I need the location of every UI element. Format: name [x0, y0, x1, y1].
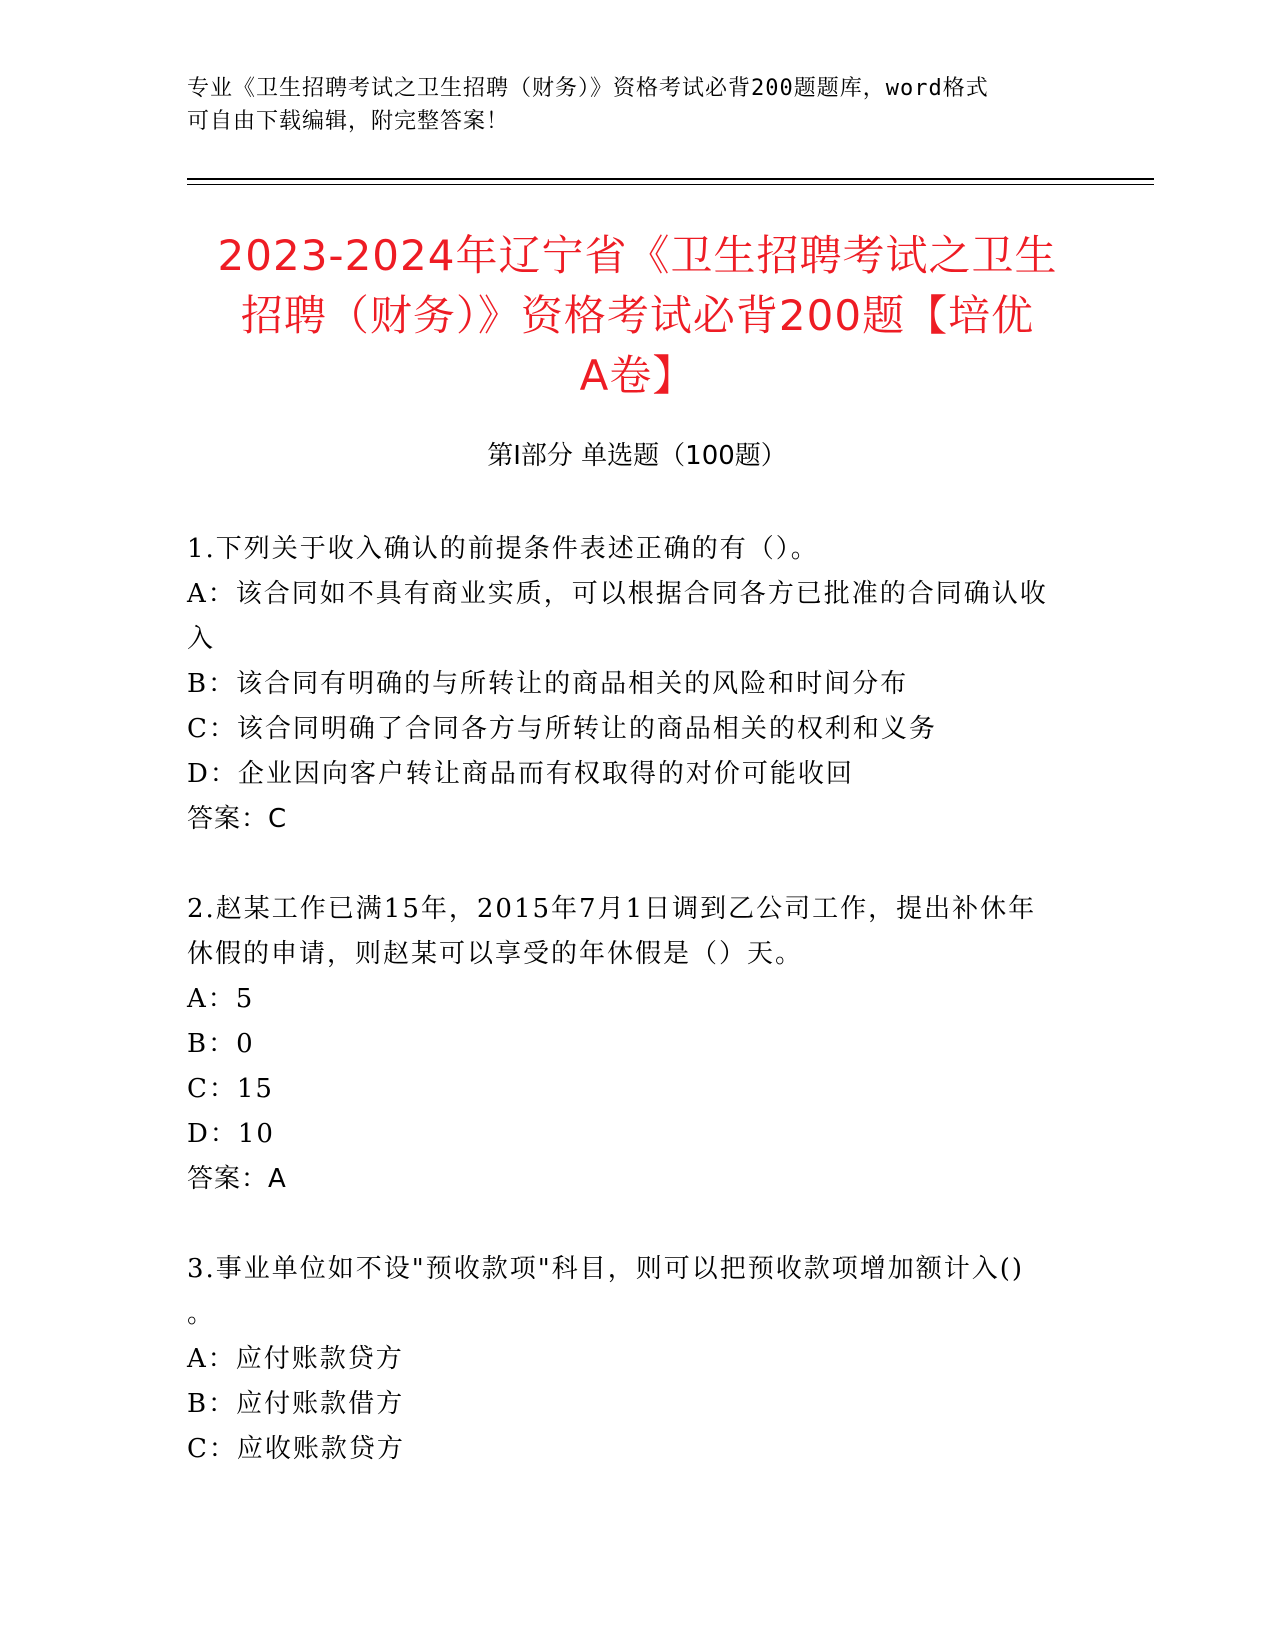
document-title-line-2: 招聘（财务）》资格考试必背200题【培优: [240, 291, 1035, 340]
option-a: [187, 572, 1092, 662]
question-1: [187, 527, 1092, 842]
answer: 答案：C: [187, 804, 288, 834]
question-3: [187, 1247, 1092, 1472]
option-a: A：应付账款贷方: [187, 1344, 404, 1374]
option-c: C：15: [187, 1074, 274, 1104]
option-d: D：企业因向客户转让商品而有权取得的对价可能收回: [187, 759, 854, 789]
option-b: B：0: [187, 1029, 255, 1059]
option-a-line: 入: [187, 624, 216, 654]
answer: 答案：A: [187, 1164, 287, 1194]
question-stem: 休假的申请，则赵某可以享受的年休假是（）天。: [187, 939, 804, 969]
document-title-line-3: A卷】: [579, 351, 696, 400]
question-stem: 1.下列关于收入确认的前提条件表述正确的有（）。: [187, 534, 819, 564]
option-c: C：应收账款贷方: [187, 1434, 405, 1464]
question-2: [187, 887, 1092, 1202]
header-divider-thick: [187, 178, 1154, 180]
option-c: C：该合同明确了合同各方与所转让的商品相关的权利和义务: [187, 714, 937, 744]
question-stem: 3.事业单位如不设"预收款项"科目，则可以把预收款项增加额计入(): [187, 1254, 1025, 1284]
section-title: 第Ⅰ部分 单选题（100题）: [487, 441, 787, 471]
question-stem: 2.赵某工作已满15年，2015年7月1日调到乙公司工作，提出补休年: [187, 894, 1037, 924]
document-title-line-1: 2023-2024年辽宁省《卫生招聘考试之卫生: [217, 231, 1058, 280]
question-list: [187, 527, 1092, 1517]
header-divider-thin: [187, 184, 1154, 185]
option-a: A：5: [187, 984, 255, 1014]
header-note-line-2: 可自由下载编辑，附完整答案！: [187, 109, 510, 134]
option-b: B：该合同有明确的与所转让的商品相关的风险和时间分布: [187, 669, 909, 699]
option-d: D：10: [187, 1119, 275, 1149]
header-note: [187, 72, 1077, 138]
header-note-line-1: 专业《卫生招聘考试之卫生招聘（财务）》资格考试必背200题题库，word格式: [187, 76, 989, 101]
question-stem: 。: [187, 1299, 216, 1329]
document-title: [180, 226, 1095, 406]
option-a-line: A：该合同如不具有商业实质，可以根据合同各方已批准的合同确认收: [187, 579, 1048, 609]
option-b: B：应付账款借方: [187, 1389, 405, 1419]
